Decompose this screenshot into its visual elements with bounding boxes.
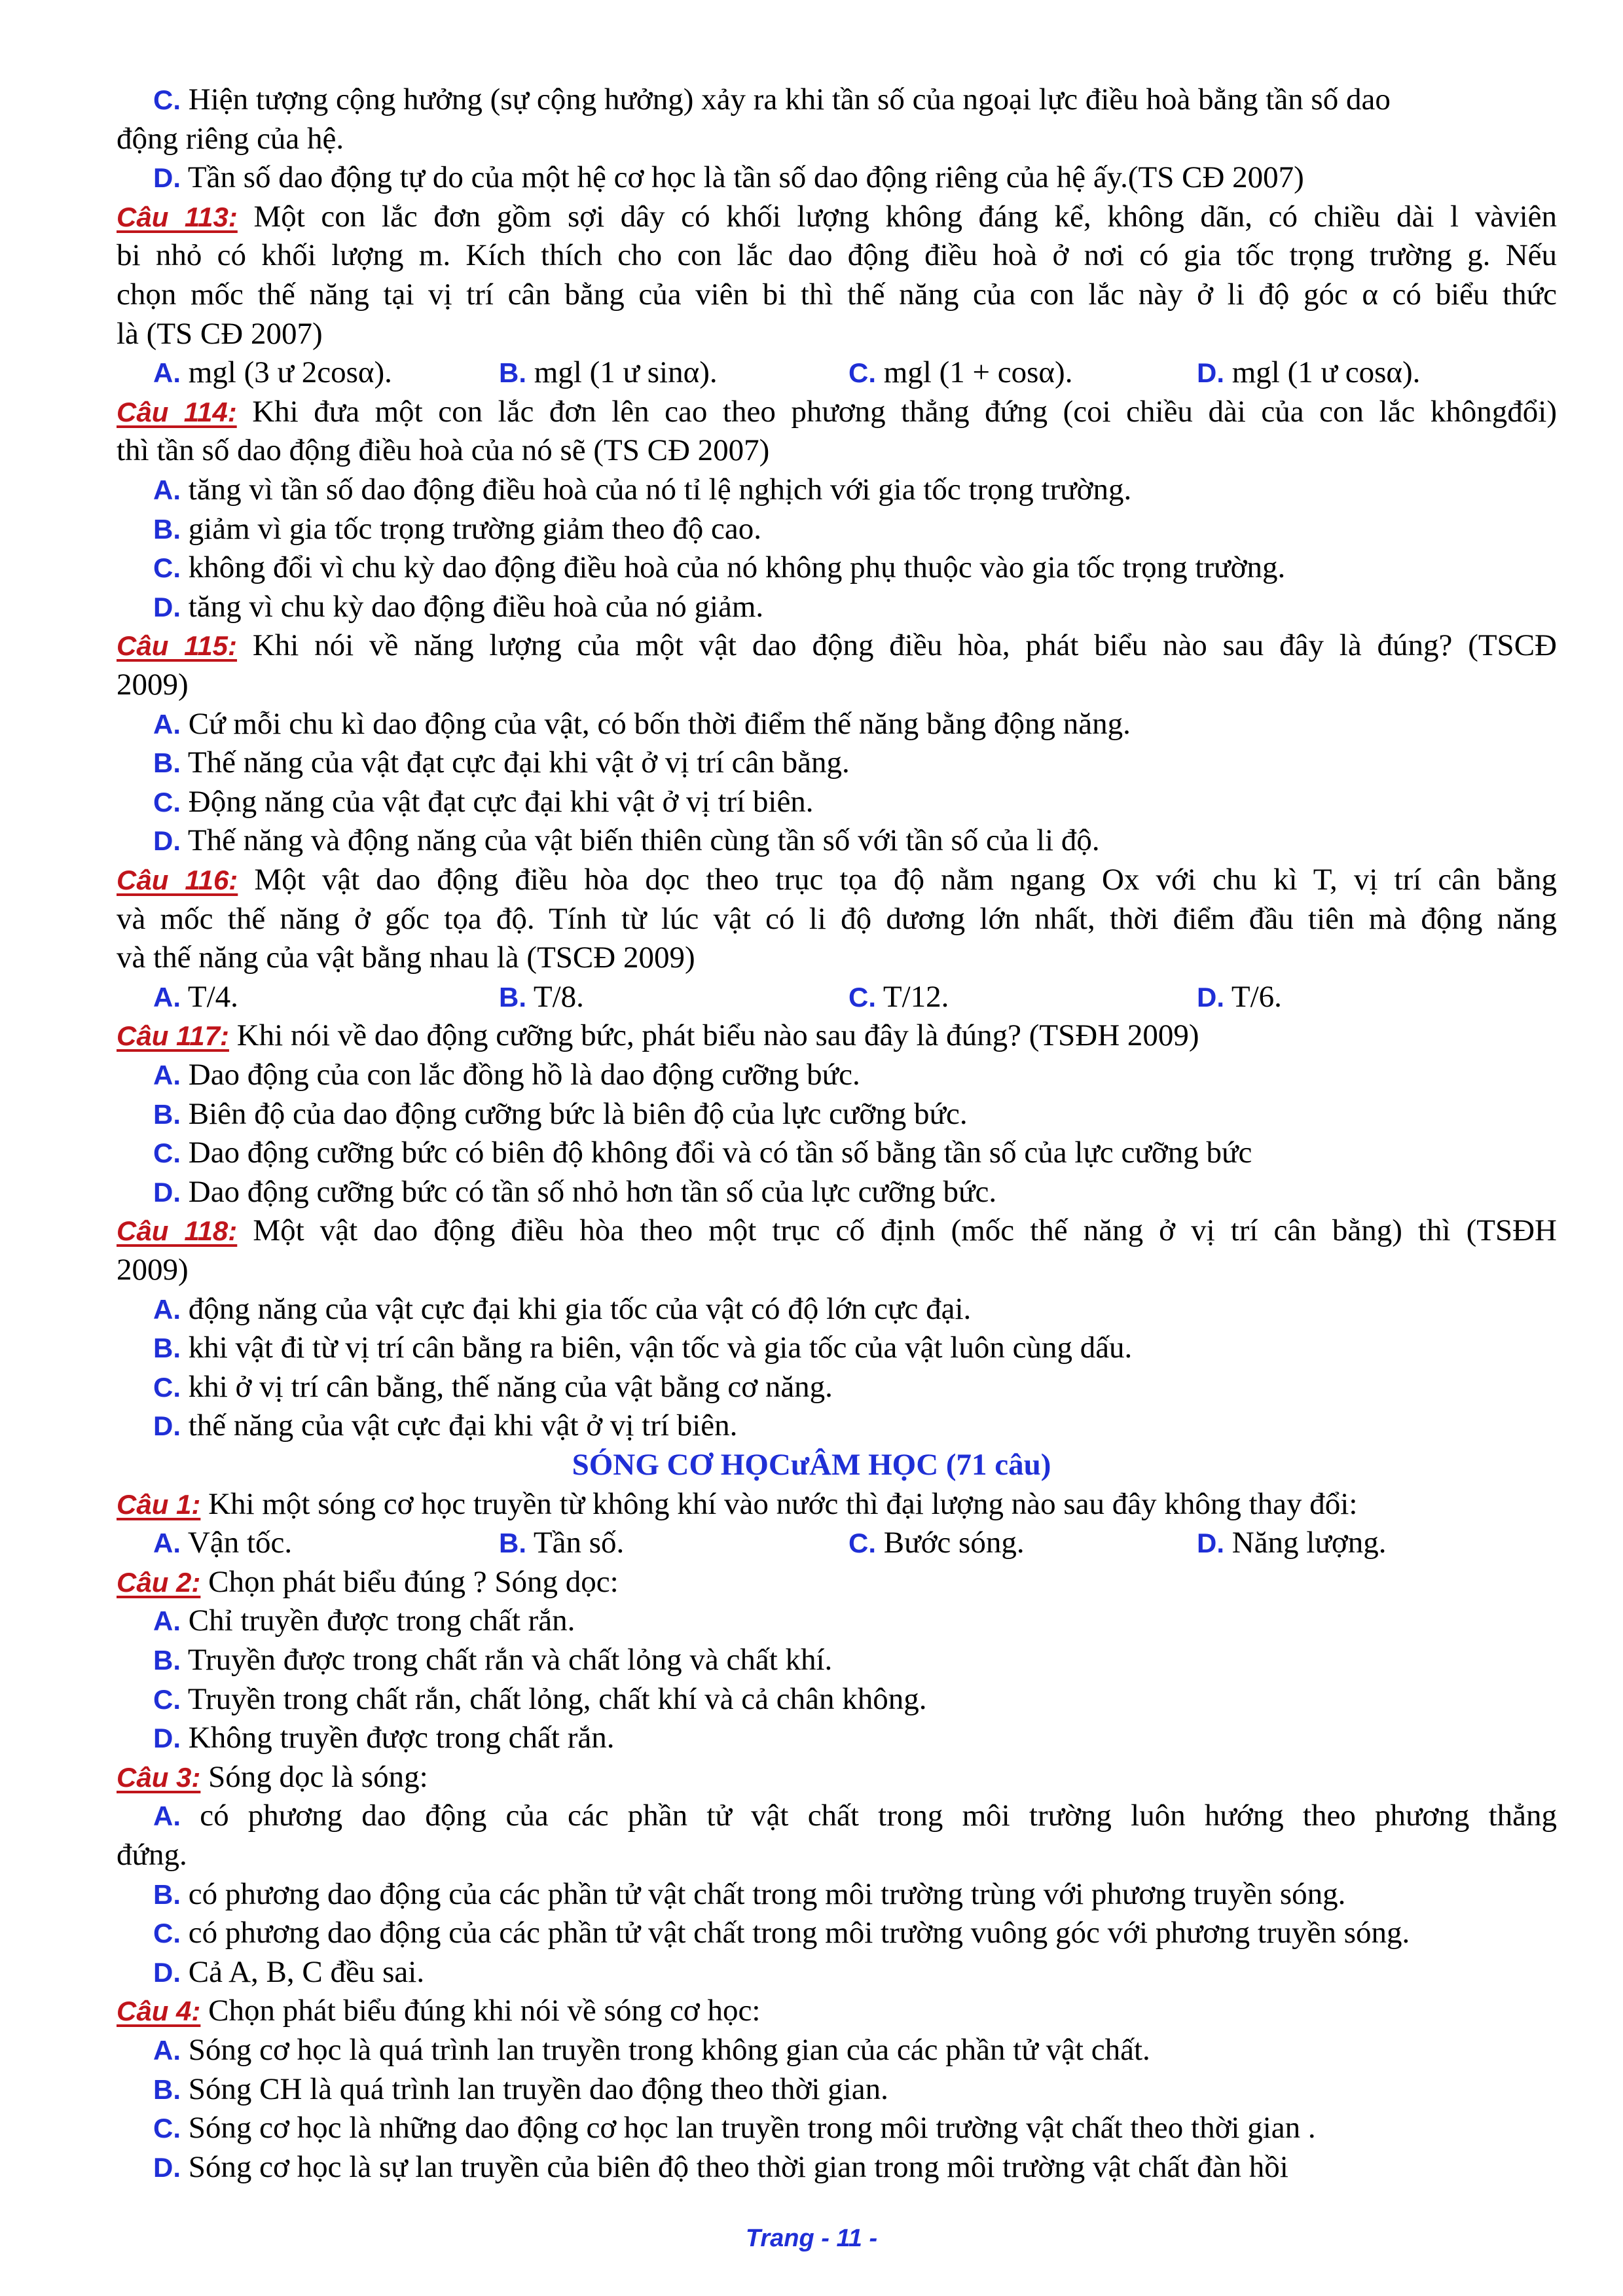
text-line <box>117 431 769 470</box>
answer-option <box>848 353 1072 393</box>
question <box>117 392 1557 432</box>
question-label: Câu 116: <box>117 865 238 895</box>
line-text: Chọn phát biểu đúng ? Sóng dọc: <box>200 1565 619 1599</box>
question <box>117 197 1557 237</box>
answer-option <box>153 587 763 627</box>
option-label: A. <box>153 1605 181 1636</box>
answer-option <box>153 2070 888 2109</box>
option-label: B. <box>153 1333 181 1363</box>
answer-option <box>153 1679 926 1719</box>
option-text: mgl (3 ư 2cosα). <box>181 355 392 389</box>
question <box>117 626 1557 666</box>
answer-option <box>848 977 949 1017</box>
line-text: Một vật dao động điều hòa theo một trục cố định (mốc thế năng ở vị trí cân bằng) thì (TSĐH <box>237 1213 1557 1247</box>
line-text: chọn mốc thế năng tại vị trí cân bằng của viên bi thì thế năng của con lắc này ở li độ góc α có biểu thức <box>117 278 1557 312</box>
line-text: có phương dao động của các phần tử vật chất trong môi trường trùng với phương truyền sóng. <box>181 1877 1346 1911</box>
option-label: B. <box>153 514 181 545</box>
answer-option <box>499 977 584 1017</box>
option-text: T/6. <box>1224 980 1282 1014</box>
line-text: Sóng CH là quá trình lan truyền dao động theo thời gian. <box>181 2072 888 2106</box>
line-text: Sóng dọc là sóng: <box>200 1760 428 1794</box>
line-text: Sóng cơ học là những dao động cơ học lan truyền trong môi trường vật chất theo thời gian . <box>181 2111 1316 2145</box>
option-label: A. <box>153 475 181 505</box>
answer-option <box>153 2030 1150 2070</box>
line-text: Khi một sóng cơ học truyền từ không khí vào nước thì đại lượng nào sau đây không thay đổi: <box>200 1487 1358 1521</box>
line-text: Dao động cưỡng bức có tần số nhỏ hơn tần số của lực cưỡng bức. <box>181 1175 997 1209</box>
answer-option <box>499 1523 624 1563</box>
line-text: Chỉ truyền được trong chất rắn. <box>181 1604 575 1638</box>
answer-option <box>153 509 761 549</box>
answer-option <box>153 548 1285 588</box>
line-text: Khi đưa một con lắc đơn lên cao theo phương thẳng đứng (coi chiều dài của con lắc khôngđổi) <box>236 395 1557 429</box>
line-text: có phương dao động của các phần tử vật chất trong môi trường vuông góc với phương truyền sóng. <box>181 1916 1410 1950</box>
answer-option <box>1197 977 1282 1017</box>
question <box>117 1562 619 1602</box>
option-label: C. <box>153 84 181 115</box>
answer-option <box>499 353 718 393</box>
line-text: khi vật đi từ vị trí cân bằng ra biên, vận tốc và gia tốc của vật luôn cùng dấu. <box>181 1331 1133 1365</box>
text-line <box>117 1250 189 1289</box>
text-line <box>117 236 1557 275</box>
question-label: Câu 1: <box>117 1489 201 1520</box>
answer-option <box>153 1523 292 1563</box>
question <box>117 1757 428 1797</box>
answer-option <box>153 1601 575 1641</box>
answer-option <box>153 1913 1410 1953</box>
option-label: B. <box>499 357 526 388</box>
option-label: A. <box>153 1294 181 1325</box>
line-text: Biên độ của dao động cưỡng bức là biên độ của lực cưỡng bức. <box>181 1097 968 1131</box>
line-text: Sóng cơ học là sự lan truyền của biên độ theo thời gian trong môi trường vật chất đàn hồi <box>181 2150 1288 2184</box>
answer-option <box>153 1796 1557 1836</box>
option-text: T/12. <box>876 980 949 1014</box>
option-label: C. <box>153 1138 181 1168</box>
question-label: Câu 4: <box>117 1996 201 2026</box>
line-text: và thế năng của vật bằng nhau là (TSCĐ 2009) <box>117 941 695 975</box>
line-text: Hiện tượng cộng hưởng (sự cộng hưởng) xảy ra khi tần số của ngoại lực điều hoà bằng tần số dao <box>181 82 1391 117</box>
line-text: Cứ mỗi chu kì dao động của vật, có bốn thời điểm thế năng bằng động năng. <box>181 707 1131 741</box>
answer-option <box>153 353 392 393</box>
option-label: B. <box>153 1099 181 1130</box>
section-heading: SÓNG CƠ HỌCưÂM HỌC (71 câu) <box>572 1448 1051 1482</box>
answer-option <box>153 1952 424 1992</box>
answer-option <box>153 1640 832 1680</box>
answer-option <box>153 470 1131 510</box>
option-label: B. <box>153 1645 181 1676</box>
option-label: C. <box>153 1372 181 1403</box>
line-text: 2009) <box>117 668 189 702</box>
answer-option <box>1197 1523 1386 1563</box>
option-label: C. <box>848 982 876 1013</box>
option-text: mgl (1 + cosα). <box>876 355 1073 389</box>
option-label: D. <box>153 592 181 622</box>
line-text: có phương dao động của các phần tử vật chất trong môi trường luôn hướng theo phương thẳng <box>181 1799 1557 1833</box>
option-label: D. <box>153 2152 181 2183</box>
option-label: D. <box>1197 357 1224 388</box>
line-text: thế năng của vật cực đại khi vật ở vị trí biên. <box>181 1408 738 1443</box>
question-label: Câu 117: <box>117 1020 229 1051</box>
line-text: động riêng của hệ. <box>117 122 344 156</box>
question <box>117 1016 1199 1056</box>
option-label: A. <box>153 1528 181 1558</box>
option-label: D. <box>153 1410 181 1441</box>
option-label: D. <box>153 1957 181 1988</box>
answer-option <box>1197 353 1420 393</box>
answer-option <box>153 1094 968 1134</box>
line-text: Không truyền được trong chất rắn. <box>181 1721 615 1755</box>
question-label: Câu 2: <box>117 1567 201 1598</box>
line-text: Sóng cơ học là quá trình lan truyền trong không gian của các phần tử vật chất. <box>181 2033 1150 2067</box>
line-text: 2009) <box>117 1253 189 1287</box>
line-text: Chọn phát biểu đúng khi nói về sóng cơ học: <box>200 1994 761 2028</box>
option-text: mgl (1 ư cosα). <box>1224 355 1421 389</box>
line-text: Truyền được trong chất rắn và chất lỏng và chất khí. <box>181 1643 833 1677</box>
question-label: Câu 115: <box>117 630 238 661</box>
answer-option <box>153 977 238 1017</box>
option-label: A. <box>153 982 181 1013</box>
option-label: C. <box>153 1684 181 1715</box>
option-label: C. <box>153 552 181 583</box>
text-line <box>117 665 189 704</box>
answer-option <box>153 782 814 822</box>
answer-option <box>153 158 1304 198</box>
answer-option <box>153 1133 1252 1173</box>
option-text: T/8. <box>526 980 584 1014</box>
answer-option <box>153 1289 971 1329</box>
option-label: B. <box>153 2074 181 2105</box>
option-label: D. <box>153 825 181 856</box>
answer-option <box>153 1406 737 1446</box>
answer-option <box>153 2108 1316 2148</box>
line-text: là (TS CĐ 2007) <box>117 317 323 351</box>
option-label: A. <box>153 1801 181 1831</box>
answer-option <box>153 743 850 783</box>
option-label: A. <box>153 357 181 388</box>
option-label: B. <box>499 982 526 1013</box>
line-text: khi ở vị trí cân bằng, thế năng của vật bằng cơ năng. <box>181 1370 833 1404</box>
text-line <box>117 938 695 977</box>
line-text: Thế năng của vật đạt cực đại khi vật ở vị trí cân bằng. <box>181 745 850 780</box>
answer-option <box>153 704 1131 744</box>
line-text: bi nhỏ có khối lượng m. Kích thích cho con lắc dao động điều hoà ở nơi có gia tốc trọng trường g. Nếu <box>117 238 1557 272</box>
answer-option <box>848 1523 1025 1563</box>
line-text: Dao động của con lắc đồng hồ là dao động cưỡng bức. <box>181 1058 860 1092</box>
option-text: Bước sóng. <box>876 1526 1025 1560</box>
line-text: đứng. <box>117 1838 187 1872</box>
line-text: Thế năng và động năng của vật biến thiên cùng tần số với tần số của li độ. <box>181 823 1100 857</box>
text-line <box>117 899 1557 939</box>
line-text: tăng vì tần số dao động điều hoà của nó tỉ lệ nghịch với gia tốc trọng trường. <box>181 473 1132 507</box>
text-line <box>117 275 1557 314</box>
line-text: Động năng của vật đạt cực đại khi vật ở vị trí biên. <box>181 785 814 819</box>
line-text: Truyền trong chất rắn, chất lỏng, chất khí và cả chân không. <box>181 1682 927 1716</box>
text-line <box>117 1835 187 1874</box>
line-text: Tần số dao động tự do của một hệ cơ học là tần số dao động riêng của hệ ấy.(TS CĐ 2007) <box>181 160 1304 194</box>
option-label: A. <box>153 1060 181 1090</box>
option-label: A. <box>153 709 181 740</box>
option-label: D. <box>153 1177 181 1208</box>
option-label: B. <box>499 1528 526 1558</box>
question-label: Câu 114: <box>117 397 237 427</box>
question <box>117 1211 1557 1251</box>
answer-option <box>153 2147 1288 2187</box>
answer-option <box>153 821 1100 861</box>
line-text: Một con lắc đơn gồm sợi dây có khối lượng không đáng kể, không dãn, có chiều dài l vàviên <box>237 200 1558 234</box>
line-text: Một vật dao động điều hòa dọc theo trục tọa độ nằm ngang Ox với chu kì T, vị trí cân bằng <box>238 863 1557 897</box>
option-label: C. <box>153 1918 181 1948</box>
line-text: động năng của vật cực đại khi gia tốc của vật có độ lớn cực đại. <box>181 1292 972 1326</box>
line-text: và mốc thế năng ở gốc tọa độ. Tính từ lúc vật có li độ dương lớn nhất, thời điểm đầu tiên mà động năng <box>117 902 1557 936</box>
line-text: thì tần số dao động điều hoà của nó sẽ (TS CĐ 2007) <box>117 433 770 467</box>
answer-option <box>153 1172 996 1212</box>
option-label: D. <box>153 162 181 193</box>
option-text: T/4. <box>181 980 238 1014</box>
question <box>117 860 1557 900</box>
option-label: D. <box>153 1723 181 1753</box>
line-text: Khi nói về dao động cưỡng bức, phát biểu nào sau đây là đúng? (TSĐH 2009) <box>228 1018 1199 1052</box>
option-label: B. <box>153 747 181 778</box>
answer-option <box>153 1367 833 1407</box>
option-label: C. <box>153 2113 181 2144</box>
line-text: giảm vì gia tốc trọng trường giảm theo độ cao. <box>181 512 761 546</box>
line-text: tăng vì chu kỳ dao động điều hoà của nó giảm. <box>181 590 764 624</box>
question-label: Câu 113: <box>117 202 238 232</box>
text-line <box>117 119 344 158</box>
question-label: Câu 118: <box>117 1215 238 1246</box>
line-text: Cả A, B, C đều sai. <box>181 1955 425 1989</box>
answer-option <box>153 1055 860 1095</box>
option-label: D. <box>1197 1528 1224 1558</box>
option-label: C. <box>153 787 181 817</box>
option-text: mgl (1 ư sinα). <box>526 355 718 389</box>
question-label: Câu 3: <box>117 1762 201 1793</box>
answer-option <box>153 1718 614 1758</box>
option-label: D. <box>1197 982 1224 1013</box>
option-label: C. <box>848 1528 876 1558</box>
option-text: Tần số. <box>526 1526 625 1560</box>
question <box>117 1991 760 2031</box>
page-footer: Trang - 11 - <box>745 2225 878 2252</box>
line-text: không đổi vì chu kỳ dao động điều hoà của nó không phụ thuộc vào gia tốc trọng trường. <box>181 550 1286 584</box>
question <box>117 1484 1357 1524</box>
option-text: Năng lượng. <box>1224 1526 1387 1560</box>
text-line <box>117 314 323 353</box>
option-label: A. <box>153 2035 181 2066</box>
answer-option <box>153 80 1391 120</box>
option-label: C. <box>848 357 876 388</box>
answer-option <box>153 1874 1345 1914</box>
answer-option <box>153 1328 1132 1368</box>
option-label: B. <box>153 1879 181 1910</box>
line-text: Dao động cưỡng bức có biên độ không đổi và có tần số bằng tần số của lực cưỡng bức <box>181 1136 1252 1170</box>
line-text: Khi nói về năng lượng của một vật dao động điều hòa, phát biểu nào sau đây là đúng? (TSCĐ <box>237 628 1557 662</box>
option-text: Vận tốc. <box>181 1526 293 1560</box>
